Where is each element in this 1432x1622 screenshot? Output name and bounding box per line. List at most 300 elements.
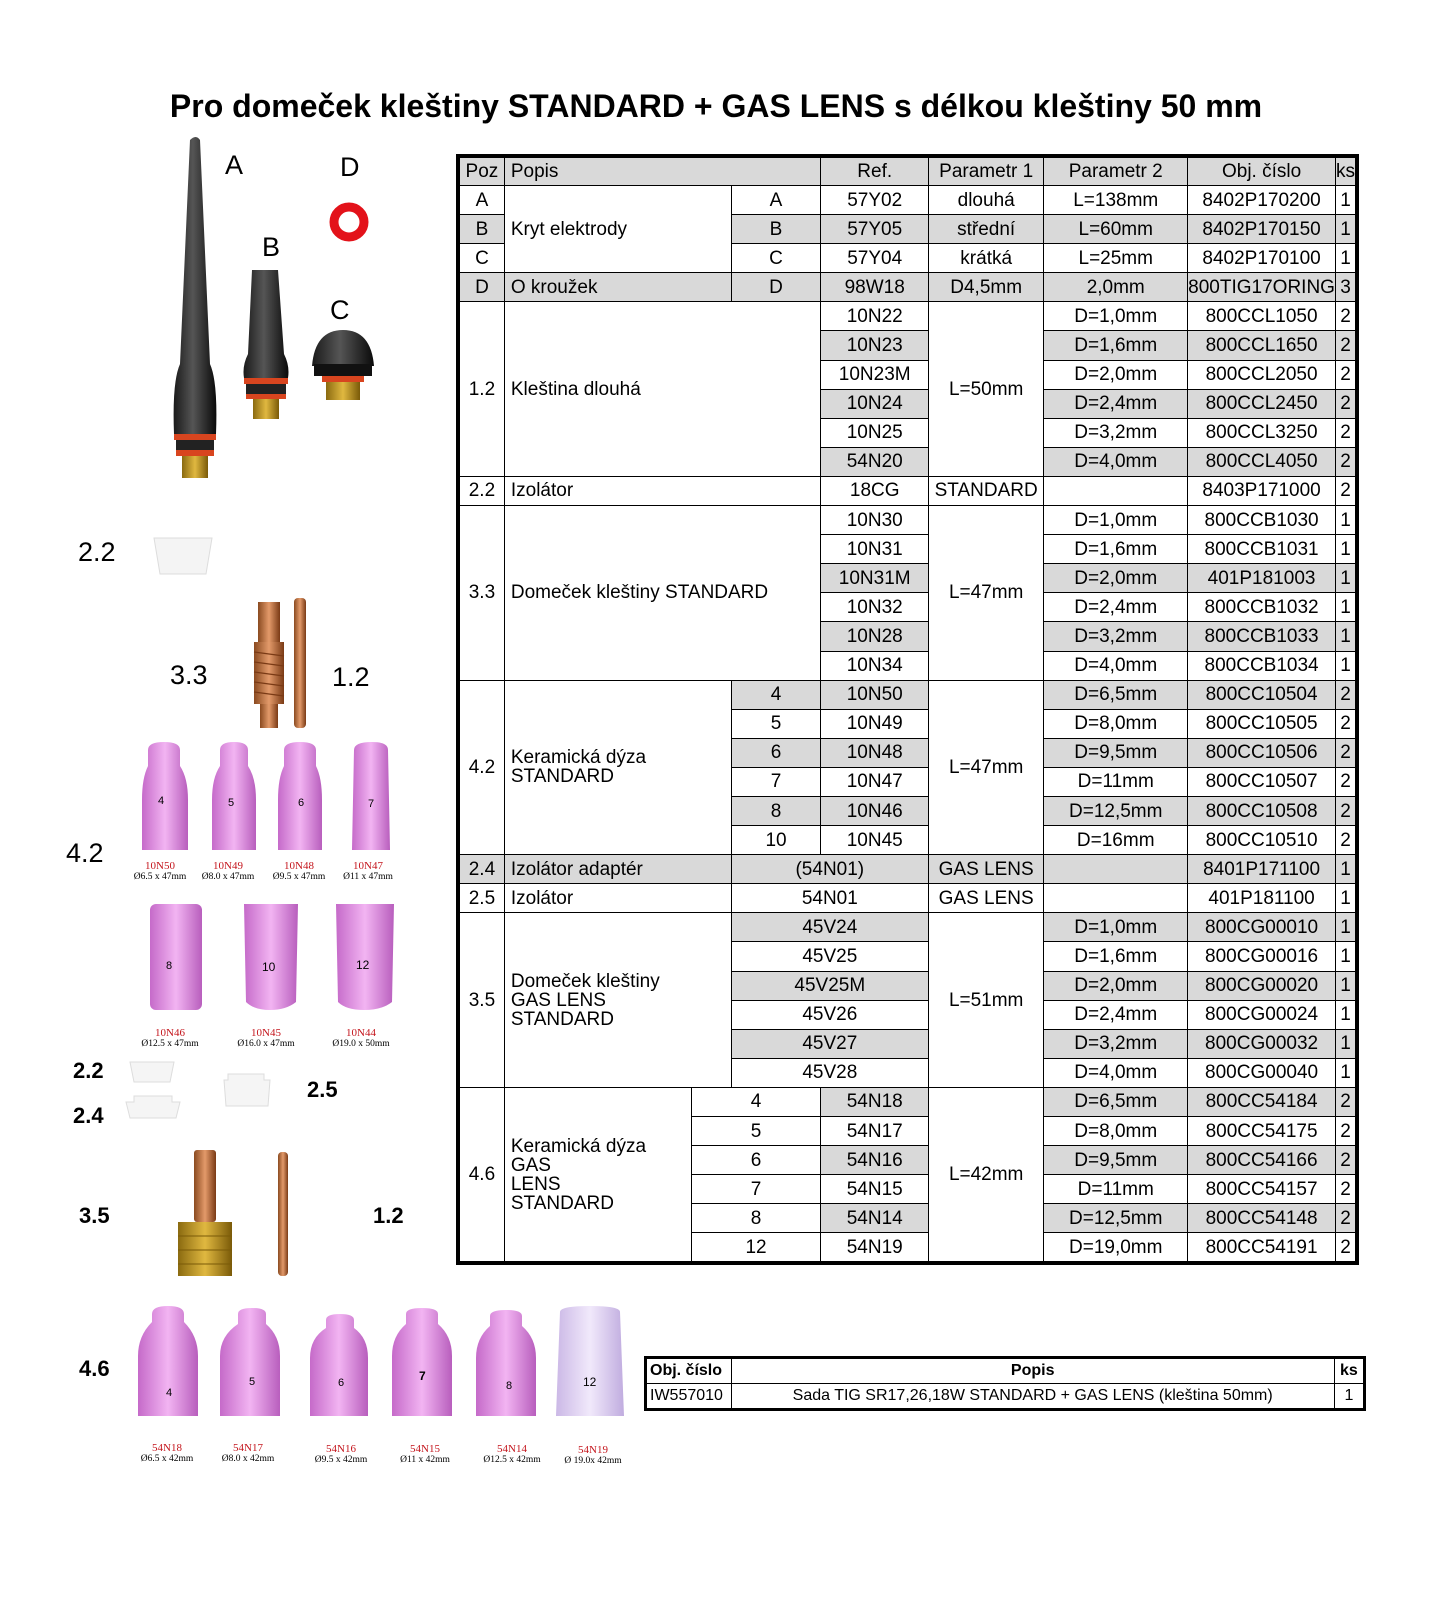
- cell-ref: 10N50: [821, 680, 929, 709]
- cell-code: 8: [731, 796, 821, 825]
- label-12b: 1.2: [373, 1203, 404, 1228]
- nozzle-caption: [384, 1443, 466, 1466]
- cell-obj: 800CCL2050: [1188, 360, 1336, 389]
- nozzle-num: 4: [166, 1387, 173, 1399]
- nozzle-ref: 10N48: [284, 860, 314, 872]
- cell-p1: dlouhá: [929, 186, 1044, 215]
- cell-popis: Izolátor: [504, 884, 731, 913]
- cell-obj: 800CC54166: [1188, 1146, 1336, 1175]
- table-row: [458, 273, 1357, 302]
- nozzles-46-image: [134, 1306, 634, 1426]
- back-caps-image: [160, 134, 390, 504]
- nozzle-size: Ø11 x 47mm: [343, 872, 393, 883]
- cell-p1: střední: [929, 215, 1044, 244]
- nozzle-size: Ø11 x 42mm: [400, 1455, 450, 1466]
- nozzle-caption: [259, 860, 339, 883]
- cell-poz: 2.5: [458, 884, 504, 913]
- nozzle-num: 8: [506, 1380, 513, 1392]
- cell-ks: 2: [1336, 447, 1358, 476]
- cell-ref: 54N20: [821, 447, 929, 476]
- nozzle-size: Ø9.5 x 47mm: [272, 872, 326, 883]
- cell-p2: [1044, 855, 1188, 884]
- cell-ref: 10N22: [821, 302, 929, 331]
- set-header: [646, 1358, 1365, 1384]
- cell-popis: Kleština dlouhá: [504, 302, 821, 477]
- cell-code: 7: [691, 1175, 821, 1204]
- cell-p2: D=2,4mm: [1044, 1000, 1188, 1029]
- cell-p2: D=2,4mm: [1044, 389, 1188, 418]
- cell-ks: 2: [1336, 1087, 1358, 1116]
- cell-ref: 10N23M: [821, 360, 929, 389]
- cell-poz: 2.4: [458, 855, 504, 884]
- cell-obj: 800CC10506: [1188, 738, 1336, 767]
- cell-obj: 800CC10504: [1188, 680, 1336, 709]
- cell-ks: 2: [1336, 709, 1358, 738]
- cell-p2: D=11mm: [1044, 1175, 1188, 1204]
- nozzle-caption: [469, 1443, 555, 1466]
- cell-p2: D=12,5mm: [1044, 1204, 1188, 1233]
- cell-code: 5: [731, 709, 821, 738]
- cell-code: 6: [691, 1146, 821, 1175]
- nozzle-size: Ø12.5 x 47mm: [141, 1039, 199, 1050]
- popis-line: STANDARD: [510, 1192, 614, 1214]
- cell-obj: 800CCL4050: [1188, 447, 1336, 476]
- popis-line: GAS LENS: [510, 989, 606, 1011]
- cell-p2: D=2,4mm: [1044, 593, 1188, 622]
- label-d: D: [340, 152, 360, 182]
- cell-obj: 800CC54184: [1188, 1087, 1336, 1116]
- nozzle-caption: [207, 1442, 289, 1465]
- cell-obj: 800CC54148: [1188, 1204, 1336, 1233]
- cell-p2: D=6,5mm: [1044, 1087, 1188, 1116]
- nozzle-ref: 54N19: [578, 1444, 608, 1456]
- cell-obj: 401P181100: [1188, 884, 1336, 913]
- cell-obj: 800CCL1050: [1188, 302, 1336, 331]
- cell-ref: 54N17: [821, 1117, 929, 1146]
- label-35: 3.5: [79, 1203, 110, 1228]
- cell-popis: Domeček kleštiny STANDARD: [504, 506, 821, 681]
- nozzle-caption: [188, 860, 268, 883]
- cell-code: A: [731, 186, 821, 215]
- cell-p2: 2,0mm: [1044, 273, 1188, 302]
- cell-ref: 98W18: [821, 273, 929, 302]
- page-title: Pro domeček kleštiny STANDARD + GAS LENS s délkou kleštiny 50 mm: [169, 88, 1263, 124]
- nozzle-ref: 10N44: [346, 1027, 376, 1039]
- header-p2: Parametr 2: [1044, 156, 1188, 186]
- cell-ks: 2: [1336, 680, 1358, 709]
- cell-ks: 1: [1336, 506, 1358, 535]
- label-22b: 2.2: [73, 1058, 104, 1083]
- cell-p1: L=47mm: [929, 680, 1044, 855]
- nozzle-num: 4: [158, 795, 165, 807]
- cell-poz: 3.3: [458, 506, 504, 681]
- cell-ks: 2: [1336, 476, 1358, 505]
- cell-p1: D4,5mm: [929, 273, 1044, 302]
- cell-obj: 800CG00016: [1188, 942, 1336, 971]
- cell-ref: 54N01: [731, 884, 928, 913]
- cell-code: D: [731, 273, 821, 302]
- label-46: 4.6: [79, 1356, 110, 1381]
- header-obj: Obj. číslo: [1188, 156, 1336, 186]
- nozzle-ref: 54N16: [326, 1443, 356, 1455]
- cell-ref: 10N49: [821, 709, 929, 738]
- cell-ks: 3: [1336, 273, 1358, 302]
- cell-code: B: [731, 215, 821, 244]
- nozzle-ref: 10N47: [353, 860, 383, 872]
- cell-ref: 45V27: [731, 1029, 928, 1058]
- cell-code: 8: [691, 1204, 821, 1233]
- cell-p2: D=6,5mm: [1044, 680, 1188, 709]
- cell-obj: 401P181003: [1188, 564, 1336, 593]
- cell-ref: 54N16: [821, 1146, 929, 1175]
- cell-obj: 800CCB1031: [1188, 535, 1336, 564]
- cell-code: 10: [731, 826, 821, 855]
- nozzle-ref: 54N15: [410, 1443, 440, 1455]
- nozzle-caption: [130, 1027, 210, 1050]
- table-row: [458, 506, 1357, 535]
- header-ref: Ref.: [821, 156, 929, 186]
- label-42: 4.2: [66, 838, 104, 868]
- cell-ks: 2: [1336, 360, 1358, 389]
- cell-obj: 800CC10507: [1188, 767, 1336, 796]
- cell-p2: D=1,6mm: [1044, 942, 1188, 971]
- cell-ks: 1: [1336, 971, 1358, 1000]
- cell-p2: D=19,0mm: [1044, 1233, 1188, 1264]
- cell-p2: D=9,5mm: [1044, 738, 1188, 767]
- set-header-ks: ks: [1334, 1358, 1364, 1384]
- cell-obj: 800CG00020: [1188, 971, 1336, 1000]
- cell-ks: 2: [1336, 1117, 1358, 1146]
- cell-ref: 54N19: [821, 1233, 929, 1264]
- label-b: B: [262, 232, 281, 262]
- cell-ks: 1: [1336, 1058, 1358, 1087]
- cell-p2: D=1,0mm: [1044, 913, 1188, 942]
- cell-obj: 800CC10505: [1188, 709, 1336, 738]
- cell-ks: 1: [1336, 215, 1358, 244]
- nozzle-size: Ø6.5 x 42mm: [140, 1454, 194, 1465]
- cell-ref: 45V24: [731, 913, 928, 942]
- cell-obj: 800TIG17ORING: [1188, 273, 1336, 302]
- parts-table: [456, 154, 1359, 1265]
- table-row: [458, 884, 1357, 913]
- cell-ref: 10N46: [821, 796, 929, 825]
- nozzle-ref: 54N18: [152, 1442, 182, 1454]
- cell-ref: 10N31: [821, 535, 929, 564]
- cell-poz: C: [458, 244, 504, 273]
- cell-obj: 800CG00024: [1188, 1000, 1336, 1029]
- cell-ks: 2: [1336, 738, 1358, 767]
- cell-ref: 54N15: [821, 1175, 929, 1204]
- cell-code: 7: [731, 767, 821, 796]
- cell-obj: 8402P170150: [1188, 215, 1336, 244]
- cell-ks: 1: [1336, 564, 1358, 593]
- cell-p1: L=50mm: [929, 302, 1044, 477]
- nozzle-num: 8: [166, 960, 173, 972]
- cell-p2: D=8,0mm: [1044, 1117, 1188, 1146]
- cell-p1: L=47mm: [929, 506, 1044, 681]
- cell-ks: 1: [1336, 884, 1358, 913]
- label-12a: 1.2: [332, 662, 370, 692]
- cell-obj: 800CC54191: [1188, 1233, 1336, 1264]
- nozzle-ref: 10N49: [213, 860, 243, 872]
- cell-ref: 45V25M: [731, 971, 928, 1000]
- table-row: [458, 855, 1357, 884]
- cell-p1: L=42mm: [929, 1087, 1044, 1263]
- table-row: [458, 913, 1357, 942]
- nozzle-ref: 10N50: [145, 860, 175, 872]
- insulator-22-image: [148, 532, 218, 580]
- nozzle-num: 5: [249, 1376, 256, 1388]
- o-ring-image: [329, 202, 369, 242]
- nozzle-num: 7: [419, 1369, 426, 1383]
- header-popis: Popis: [504, 156, 821, 186]
- cell-p2: D=4,0mm: [1044, 447, 1188, 476]
- cell-ref: (54N01): [731, 855, 928, 884]
- cell-poz: D: [458, 273, 504, 302]
- cell-popis: Kryt elektrody: [504, 186, 731, 273]
- set-header-obj: Obj. číslo: [646, 1358, 732, 1384]
- insulators-image: [124, 1056, 284, 1126]
- cell-code: C: [731, 244, 821, 273]
- cell-p2: D=1,0mm: [1044, 506, 1188, 535]
- cell-obj: 800CCL3250: [1188, 418, 1336, 447]
- label-25: 2.5: [307, 1077, 338, 1102]
- nozzle-size: Ø12.5 x 42mm: [483, 1455, 541, 1466]
- cell-popis: [504, 1087, 691, 1263]
- cell-p2: D=1,6mm: [1044, 535, 1188, 564]
- nozzle-size: Ø8.0 x 47mm: [201, 872, 255, 883]
- cell-obj: 800CCB1030: [1188, 506, 1336, 535]
- cell-ks: 2: [1336, 826, 1358, 855]
- nozzle-caption: [126, 1442, 208, 1465]
- label-33: 3.3: [170, 660, 208, 690]
- cell-ks: 2: [1336, 1146, 1358, 1175]
- cell-ks: 1: [1336, 186, 1358, 215]
- cell-p2: D=11mm: [1044, 767, 1188, 796]
- cell-p2: L=60mm: [1044, 215, 1188, 244]
- nozzle-ref: 54N14: [497, 1443, 527, 1455]
- label-24: 2.4: [73, 1103, 104, 1128]
- cell-ref: 57Y02: [821, 186, 929, 215]
- cell-ks: 2: [1336, 796, 1358, 825]
- nozzle-ref: 54N17: [233, 1442, 263, 1454]
- cell-ref: 10N47: [821, 767, 929, 796]
- table-row: [458, 302, 1357, 331]
- cell-p2: L=25mm: [1044, 244, 1188, 273]
- cell-p2: D=1,0mm: [1044, 302, 1188, 331]
- nozzle-size: Ø9.5 x 42mm: [314, 1455, 368, 1466]
- cell-ref: 10N23: [821, 331, 929, 360]
- cell-obj: 8401P171100: [1188, 855, 1336, 884]
- cell-obj: 800CG00010: [1188, 913, 1336, 942]
- cell-code: 5: [691, 1117, 821, 1146]
- nozzle-num: 12: [356, 958, 370, 972]
- cell-code: 4: [731, 680, 821, 709]
- set-row: [646, 1384, 1365, 1410]
- table-header: [458, 156, 1357, 186]
- cell-code: 6: [731, 738, 821, 767]
- popis-line: Domeček kleštiny: [510, 970, 660, 992]
- set-cell-obj: IW557010: [646, 1384, 732, 1410]
- cell-ref: 10N45: [821, 826, 929, 855]
- cell-ref: 18CG: [821, 476, 929, 505]
- cell-obj: 800CCB1033: [1188, 622, 1336, 651]
- cell-p1: GAS LENS: [929, 855, 1044, 884]
- nozzle-caption: [300, 1443, 382, 1466]
- cell-p2: D=3,2mm: [1044, 622, 1188, 651]
- table-row: [458, 1087, 1357, 1116]
- cell-p2: D=12,5mm: [1044, 796, 1188, 825]
- cell-p2: D=2,0mm: [1044, 564, 1188, 593]
- cell-p2: L=138mm: [1044, 186, 1188, 215]
- cell-popis: Keramická dýza STANDARD: [504, 680, 731, 855]
- popis-line: Keramická dýza GAS: [510, 1135, 647, 1176]
- cell-popis: Izolátor adaptér: [504, 855, 731, 884]
- nozzle-num: 7: [368, 798, 375, 810]
- cell-p1: STANDARD: [929, 476, 1044, 505]
- cell-poz: 4.2: [458, 680, 504, 855]
- table-row: [458, 680, 1357, 709]
- cell-p2: D=2,0mm: [1044, 360, 1188, 389]
- nozzle-num: 6: [298, 797, 305, 809]
- cell-ks: 2: [1336, 389, 1358, 418]
- cell-ref: 10N24: [821, 389, 929, 418]
- cell-ks: 1: [1336, 1000, 1358, 1029]
- nozzle-num: 6: [338, 1377, 345, 1389]
- nozzle-size: Ø 19.0x 42mm: [564, 1456, 622, 1467]
- table-row: [458, 186, 1357, 215]
- cell-obj: 8402P170100: [1188, 244, 1336, 273]
- nozzle-num: 10: [262, 960, 276, 974]
- cell-ks: 1: [1336, 1029, 1358, 1058]
- cell-ref: 57Y04: [821, 244, 929, 273]
- cell-ks: 2: [1336, 1204, 1358, 1233]
- cell-ref: 54N14: [821, 1204, 929, 1233]
- nozzle-num: 5: [228, 797, 235, 809]
- nozzle-ref: 10N46: [155, 1027, 185, 1039]
- collet-body-image: [248, 596, 318, 736]
- cell-p2: D=3,2mm: [1044, 1029, 1188, 1058]
- cell-p2: D=2,0mm: [1044, 971, 1188, 1000]
- cell-p2: D=8,0mm: [1044, 709, 1188, 738]
- cell-ks: 1: [1336, 593, 1358, 622]
- header-p1: Parametr 1: [929, 156, 1044, 186]
- cell-ref: 10N25: [821, 418, 929, 447]
- cell-ks: 2: [1336, 302, 1358, 331]
- nozzle-size: Ø16.0 x 47mm: [237, 1039, 295, 1050]
- cell-ks: 1: [1336, 651, 1358, 680]
- cell-p2: D=9,5mm: [1044, 1146, 1188, 1175]
- cell-obj: 800CC10510: [1188, 826, 1336, 855]
- cell-ref: 54N18: [821, 1087, 929, 1116]
- set-cell-popis: Sada TIG SR17,26,18W STANDARD + GAS LENS (kleština 50mm): [731, 1384, 1334, 1410]
- table-row: [458, 476, 1357, 505]
- header-ks: ks: [1336, 156, 1358, 186]
- cell-ks: 1: [1336, 913, 1358, 942]
- cell-p2: D=4,0mm: [1044, 651, 1188, 680]
- cell-ks: 1: [1336, 535, 1358, 564]
- nozzle-size: Ø19.0 x 50mm: [332, 1039, 390, 1050]
- cell-obj: 800CC10508: [1188, 796, 1336, 825]
- cell-ref: 57Y05: [821, 215, 929, 244]
- popis-line: LENS: [510, 1173, 561, 1195]
- cell-obj: 800CCL1650: [1188, 331, 1336, 360]
- cell-code: 12: [691, 1233, 821, 1264]
- cell-ref: 10N48: [821, 738, 929, 767]
- set-header-popis: Popis: [731, 1358, 1334, 1384]
- cell-obj: 8403P171000: [1188, 476, 1336, 505]
- cell-p2: D=3,2mm: [1044, 418, 1188, 447]
- cell-poz: B: [458, 215, 504, 244]
- cell-obj: 800CCB1034: [1188, 651, 1336, 680]
- cell-ks: 1: [1336, 244, 1358, 273]
- cell-popis: O kroužek: [504, 273, 731, 302]
- cell-obj: 800CG00040: [1188, 1058, 1336, 1087]
- cell-obj: 800CC54175: [1188, 1117, 1336, 1146]
- cell-ref: 10N32: [821, 593, 929, 622]
- cell-p2: D=16mm: [1044, 826, 1188, 855]
- cell-ks: 2: [1336, 331, 1358, 360]
- nozzle-ref: 10N45: [251, 1027, 281, 1039]
- cell-ref: 10N30: [821, 506, 929, 535]
- cell-ref: 45V28: [731, 1058, 928, 1087]
- cell-obj: 800CCB1032: [1188, 593, 1336, 622]
- nozzle-caption: [550, 1444, 636, 1467]
- cell-poz: A: [458, 186, 504, 215]
- cell-p1: krátká: [929, 244, 1044, 273]
- cell-ks: 2: [1336, 1175, 1358, 1204]
- cell-ks: 2: [1336, 418, 1358, 447]
- cell-ks: 1: [1336, 942, 1358, 971]
- set-table: [644, 1356, 1366, 1411]
- cell-p1: GAS LENS: [929, 884, 1044, 913]
- cell-ref: 10N28: [821, 622, 929, 651]
- nozzle-size: Ø6.5 x 47mm: [133, 872, 187, 883]
- nozzle-caption: [328, 860, 408, 883]
- nozzle-size: Ø8.0 x 42mm: [221, 1454, 275, 1465]
- nozzle-caption: [226, 1027, 306, 1050]
- label-a: A: [225, 150, 244, 180]
- cell-ks: 2: [1336, 1233, 1358, 1264]
- gas-lens-body-image: [170, 1146, 310, 1280]
- nozzle-num: 12: [583, 1375, 597, 1389]
- cell-poz: 1.2: [458, 302, 504, 477]
- cell-p2: [1044, 884, 1188, 913]
- nozzle-caption: [321, 1027, 401, 1050]
- popis-line: STANDARD: [510, 1008, 614, 1030]
- cell-ref: 10N31M: [821, 564, 929, 593]
- cell-ref: 45V26: [731, 1000, 928, 1029]
- label-22: 2.2: [78, 537, 116, 567]
- cell-p2: D=4,0mm: [1044, 1058, 1188, 1087]
- cell-ks: 1: [1336, 855, 1358, 884]
- cell-p1: L=51mm: [929, 913, 1044, 1088]
- cell-ref: 10N34: [821, 651, 929, 680]
- cell-obj: 800CC54157: [1188, 1175, 1336, 1204]
- set-cell-ks: 1: [1334, 1384, 1364, 1410]
- cell-poz: 3.5: [458, 913, 504, 1088]
- cell-ref: 45V25: [731, 942, 928, 971]
- cell-code: 4: [691, 1087, 821, 1116]
- cell-popis: Izolátor: [504, 476, 821, 505]
- cell-obj: 800CCL2450: [1188, 389, 1336, 418]
- cell-ks: 1: [1336, 622, 1358, 651]
- cell-poz: 4.6: [458, 1087, 504, 1263]
- label-c: C: [330, 295, 350, 325]
- cell-p2: [1044, 476, 1188, 505]
- header-poz: Poz: [458, 156, 504, 186]
- cell-poz: 2.2: [458, 476, 504, 505]
